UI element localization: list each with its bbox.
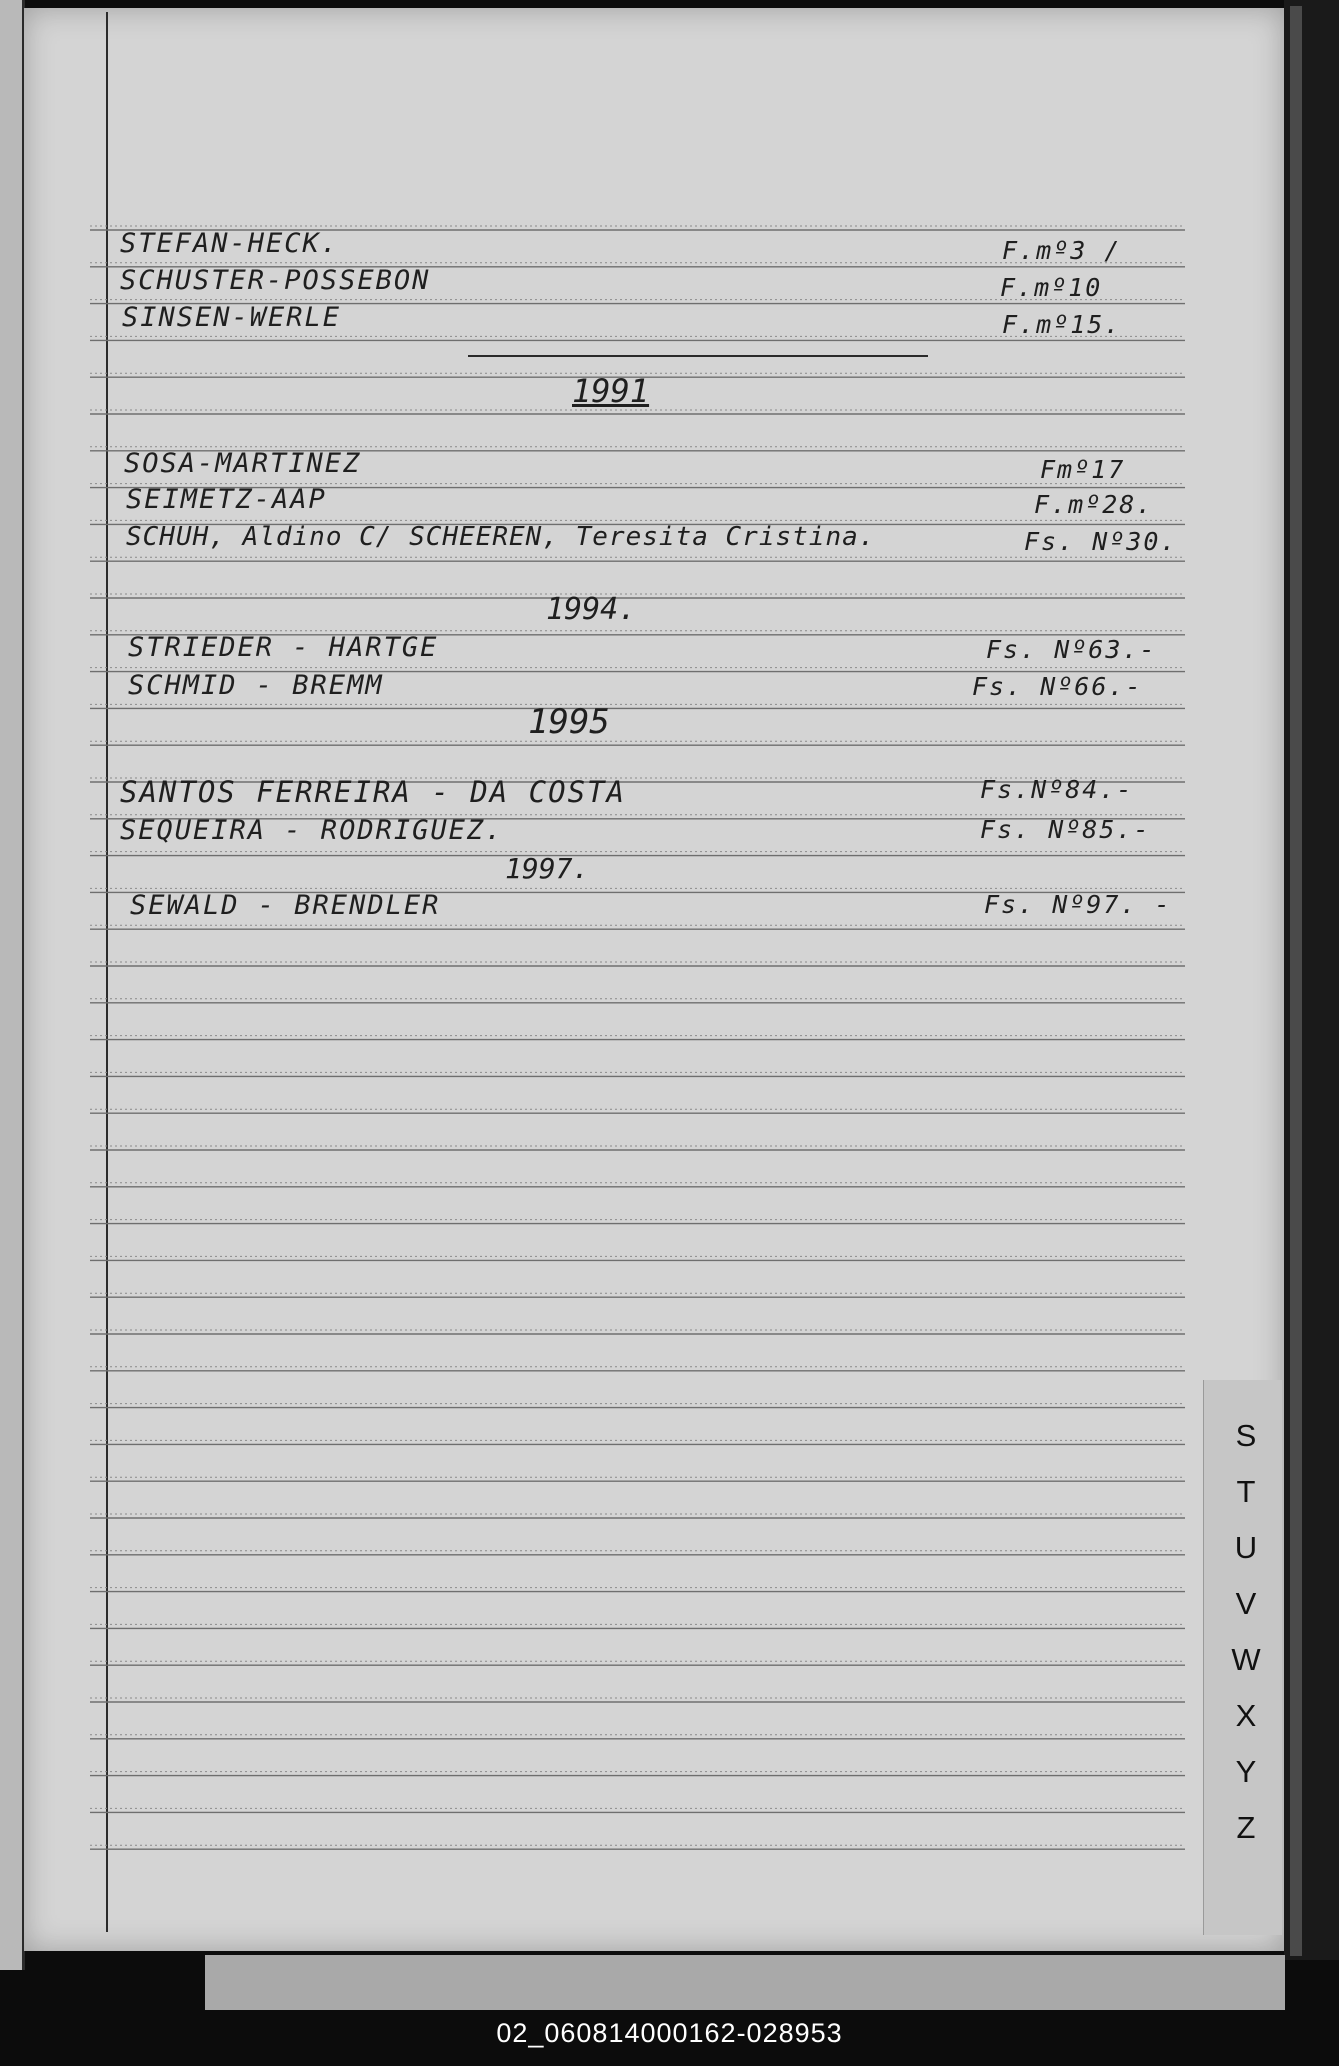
- entry-ref: Fs. Nº63.-: [986, 635, 1157, 664]
- index-letter: W: [1231, 1642, 1261, 1677]
- entry-name: SEQUEIRA - RODRIGUEZ.: [120, 815, 504, 846]
- entry-ref: Fs. Nº97. -: [984, 890, 1172, 919]
- entry-name: SCHUH, Aldino C/ SCHEEREN, Teresita Cristina.: [126, 522, 876, 552]
- entry-name: SEIMETZ-AAP: [126, 484, 327, 515]
- year-heading: 1991: [572, 372, 650, 410]
- index-letter: X: [1235, 1698, 1257, 1733]
- left-page-edge: [0, 0, 25, 1970]
- entry-ref: F.mº10: [1000, 273, 1103, 302]
- entry-name: SEWALD - BRENDLER: [130, 890, 441, 921]
- entry-ref: Fmº17: [1040, 455, 1126, 484]
- entry-name: STRIEDER - HARTGE: [128, 632, 439, 663]
- index-letter: V: [1235, 1586, 1257, 1621]
- thumb-index-letters: [1224, 1408, 1268, 1856]
- right-binding-edge: [1290, 6, 1302, 1956]
- entry-ref: Fs. Nº66.-: [972, 672, 1143, 701]
- year-heading: 1995: [528, 702, 610, 742]
- index-letter: T: [1236, 1474, 1256, 1509]
- index-letter: U: [1234, 1530, 1258, 1565]
- index-letter: Z: [1236, 1810, 1256, 1845]
- entry-name: SANTOS FERREIRA - DA COSTA: [120, 775, 626, 809]
- index-letter: S: [1235, 1418, 1257, 1453]
- year-heading: 1994.: [546, 592, 637, 627]
- entry-ref: F.mº28.: [1034, 490, 1154, 519]
- entry-ref: F.mº15.: [1002, 310, 1122, 339]
- entry-ref: Fs. Nº85.-: [980, 815, 1151, 844]
- entry-ref: Fs.Nº84.-: [980, 775, 1134, 804]
- entry-name: SINSEN-WERLE: [122, 302, 342, 333]
- entry-ref: Fs. Nº30.: [1024, 527, 1178, 556]
- entry-name: STEFAN-HECK.: [120, 228, 340, 259]
- entry-name: SOSA-MARTINEZ: [124, 448, 362, 479]
- entry-ref: F.mº3 /: [1002, 236, 1122, 265]
- entry-name: SCHMID - BREMM: [128, 670, 384, 701]
- bottom-page-edge: [205, 1955, 1285, 2010]
- entry-name: SCHUSTER-POSSEBON: [120, 265, 431, 296]
- year-heading: 1997.: [505, 852, 590, 885]
- index-letter: Y: [1235, 1754, 1257, 1789]
- scan-identifier: 02_060814000162-028953: [496, 2018, 843, 2048]
- section-divider: [468, 355, 928, 357]
